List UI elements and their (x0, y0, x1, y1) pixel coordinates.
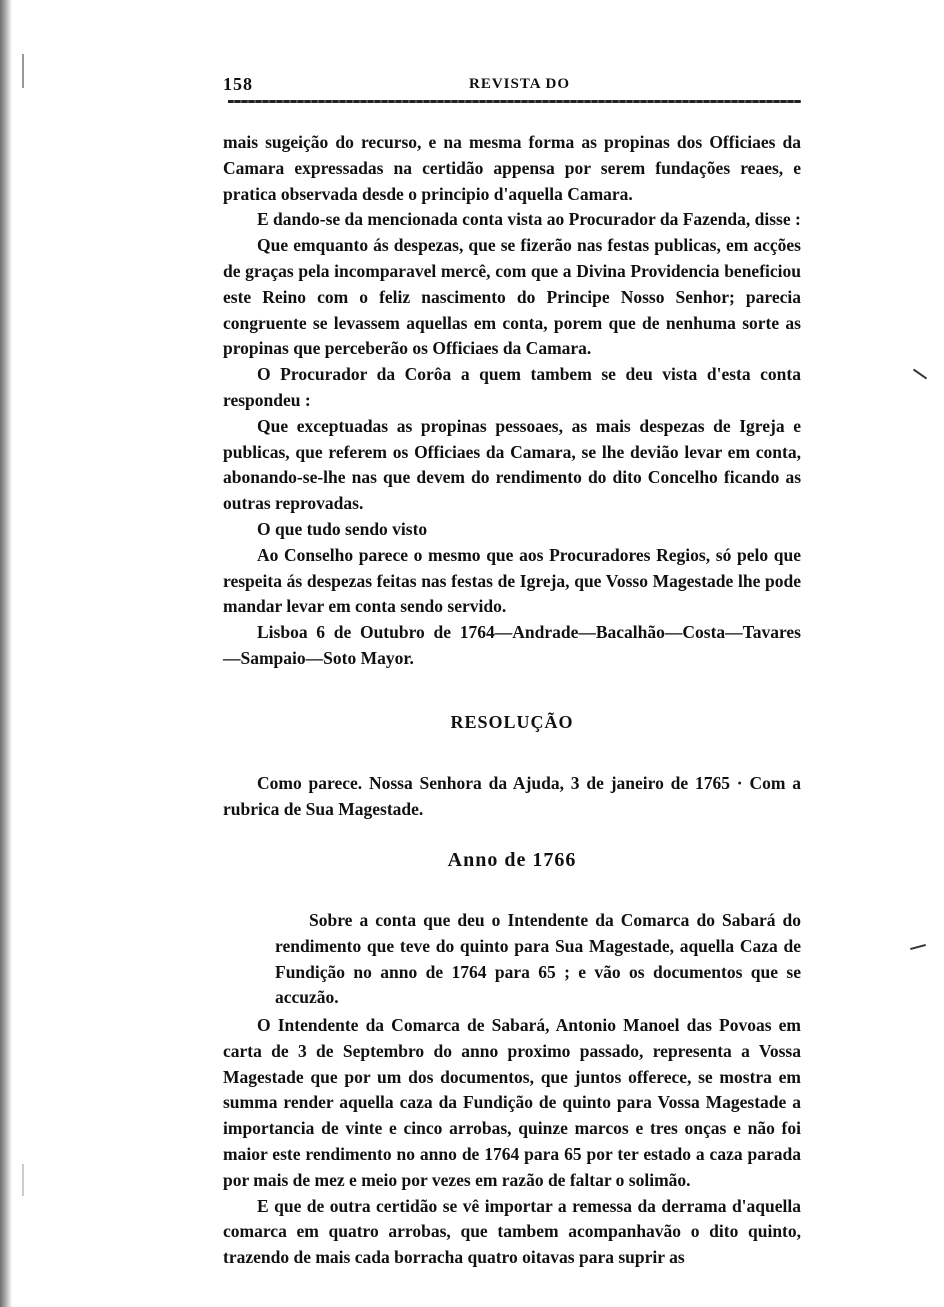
section-2-paragraph-2: E que de outra certidão se vê importar a remessa da derrama d'aquella comarca em quatro arrobas, que tambem acompanhavão o dito quinto, trazendo de mais cada borracha quatro oitavas para suprir as (223, 1195, 801, 1268)
paragraph-8: Lisboa 6 de Outubro de 1764—Andrade—Bacalhão—Costa—Tavares —Sampaio—Soto Mayor. (223, 622, 801, 668)
binding-mark (22, 54, 24, 88)
resolucao-heading: RESOLUÇÃO (450, 712, 574, 732)
paragraph-2: E dando-se da mencionada conta vista ao Procurador da Fazenda, disse : (257, 209, 801, 230)
paragraph-5: Que exceptuadas as propinas pessoaes, as mais despezas de Igreja e publicas, que referem os Officiaes da Camara, se lhe devião levar em conta, abonando-se-lhe nas que devem do rendimento do dito Concelho ficando as outras reprovadas. (223, 415, 801, 514)
summary-block (275, 908, 801, 1011)
paragraph-4: O Procurador da Corôa a quem tambem se deu vista d'esta conta respondeu : (223, 364, 801, 410)
paragraph-3: Que emquanto ás despezas, que se fizerão nas festas publicas, em acções de graças pela incomparavel mercê, com que a Divina Providencia beneficiou este Reino com o feliz nascimento do Principe Nosso Senhor; parecia congruente se levassem aquellas em conta, porem que de nenhuma sorte as propinas que perceberão os Officiaes da Camara. (223, 235, 801, 359)
margin-mark (913, 369, 927, 380)
binding-mark (22, 1164, 24, 1196)
page-number: 158 (223, 74, 253, 94)
resolucao-paragraph: Como parece. Nossa Senhora da Ajuda, 3 de janeiro de 1765 · Com a rubrica de Sua Magestade. (223, 773, 801, 819)
resolucao-text-block (223, 771, 801, 823)
header-rule (228, 100, 801, 103)
book-binding-edge (0, 0, 12, 1307)
page-header (223, 74, 801, 98)
margin-mark (910, 944, 926, 950)
paragraph-7: Ao Conselho parece o mesmo que aos Procuradores Regios, só pelo que respeita ás despezas feitas nas festas de Igreja, que Vosso Magestade lhe pode mandar levar em conta sendo servido. (223, 544, 801, 617)
section-2-paragraph-1: O Intendente da Comarca de Sabará, Antonio Manoel das Povoas em carta de 3 de Septembro do anno proximo passado, representa a Vossa Magestade que por um dos documentos, que juntos offerece, se mostra em summa render aquella caza da Fundição de quinto para Vossa Magestade a importancia de vinte e cinco arrobas, quinze marcos e tres onças e não foi maior este rendimento no anno de 1764 para 65 por ter estado a caza parada por mais de mez e meio por vezes em razão de faltar o solimão. (223, 1015, 801, 1190)
year-heading: Anno de 1766 (447, 849, 577, 871)
section-1-text (223, 130, 801, 672)
running-head: REVISTA DO (469, 76, 570, 92)
paragraph-6: O que tudo sendo visto (257, 518, 428, 539)
paragraph-1: mais sugeição do recurso, e na mesma forma as propinas dos Officiaes da Camara expressadas na certidão appensa por serem fundações reaes, e pratica observada desde o principio d'aquella Camara. (223, 132, 801, 204)
summary-paragraph: Sobre a conta que deu o Intendente da Comarca do Sabará do rendimento que teve do quinto para Sua Magestade, aquella Caza de Fundição no anno de 1764 para 65 ; e vão os documentos que se accuzão. (275, 910, 801, 1008)
section-2-text (223, 1013, 801, 1271)
